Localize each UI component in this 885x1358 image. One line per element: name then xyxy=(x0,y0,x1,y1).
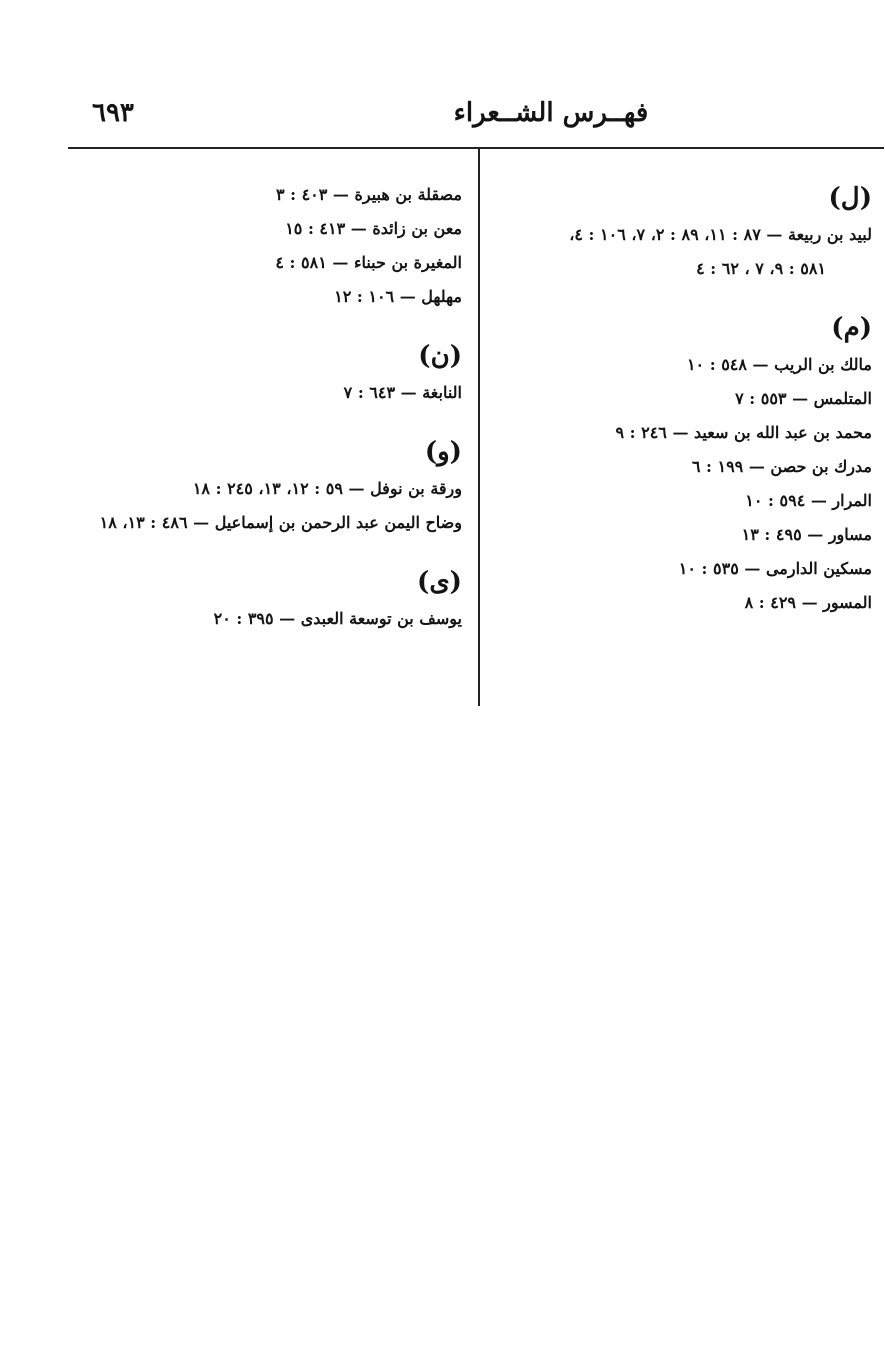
index-entry: لبيد بن ربيعة — ٨٧ : ١١، ٨٩ : ٢، ٧، ١٠٦ : ٤، xyxy=(569,225,872,244)
column-divider xyxy=(478,148,480,706)
header-rule xyxy=(68,147,884,149)
section-letter-mim: (م) xyxy=(831,313,872,343)
index-entry: مالك بن الريب — ٥٤٨ : ١٠ xyxy=(686,355,872,374)
left-column xyxy=(99,178,462,636)
section-letter-lam: (ل) xyxy=(828,183,872,213)
index-entry: المغيرة بن حبناء — ٥٨١ : ٤ xyxy=(275,253,462,272)
index-entry: محمد بن عبد الله بن سعيد — ٢٤٦ : ٩ xyxy=(615,423,872,442)
index-entry: مصقلة بن هبيرة — ٤٠٣ : ٣ xyxy=(275,185,462,204)
index-entry: مهلهل — ١٠٦ : ١٢ xyxy=(334,287,462,306)
section-letter-ya: (ى) xyxy=(417,567,462,597)
index-entry-continuation: ٥٨١ : ٩، ٧ ، ٦٢ : ٤ xyxy=(696,259,826,278)
index-entry: مدرك بن حصن — ١٩٩ : ٦ xyxy=(691,457,872,476)
index-entry: يوسف بن توسعة العبدى — ٣٩٥ : ٢٠ xyxy=(213,609,462,628)
page-number: ٦٩٣ xyxy=(92,98,134,128)
index-entry: مسكين الدارمى — ٥٣٥ : ١٠ xyxy=(678,559,872,578)
index-entry: المتلمس — ٥٥٣ : ٧ xyxy=(735,389,872,408)
section-letter-waw: (و) xyxy=(424,437,462,467)
index-entry: النابغة — ٦٤٣ : ٧ xyxy=(343,383,462,402)
section-letter-nun: (ن) xyxy=(418,341,462,371)
index-entry: ورقة بن نوفل — ٥٩ : ١٢، ١٣، ٢٤٥ : ١٨ xyxy=(192,479,462,498)
page-title: فهــرس الشــعراء xyxy=(453,98,649,128)
index-entry: المرار — ٥٩٤ : ١٠ xyxy=(745,491,872,510)
index-entry: معن بن زائدة — ٤١٣ : ١٥ xyxy=(285,219,462,238)
index-entry: مساور — ٤٩٥ : ١٣ xyxy=(741,525,872,544)
right-column xyxy=(492,178,872,620)
index-entry: وضاح اليمن عبد الرحمن بن إسماعيل — ٤٨٦ : ١٣، ١٨ xyxy=(99,513,462,532)
page-header xyxy=(70,92,882,136)
index-entry: المسور — ٤٢٩ : ٨ xyxy=(744,593,872,612)
